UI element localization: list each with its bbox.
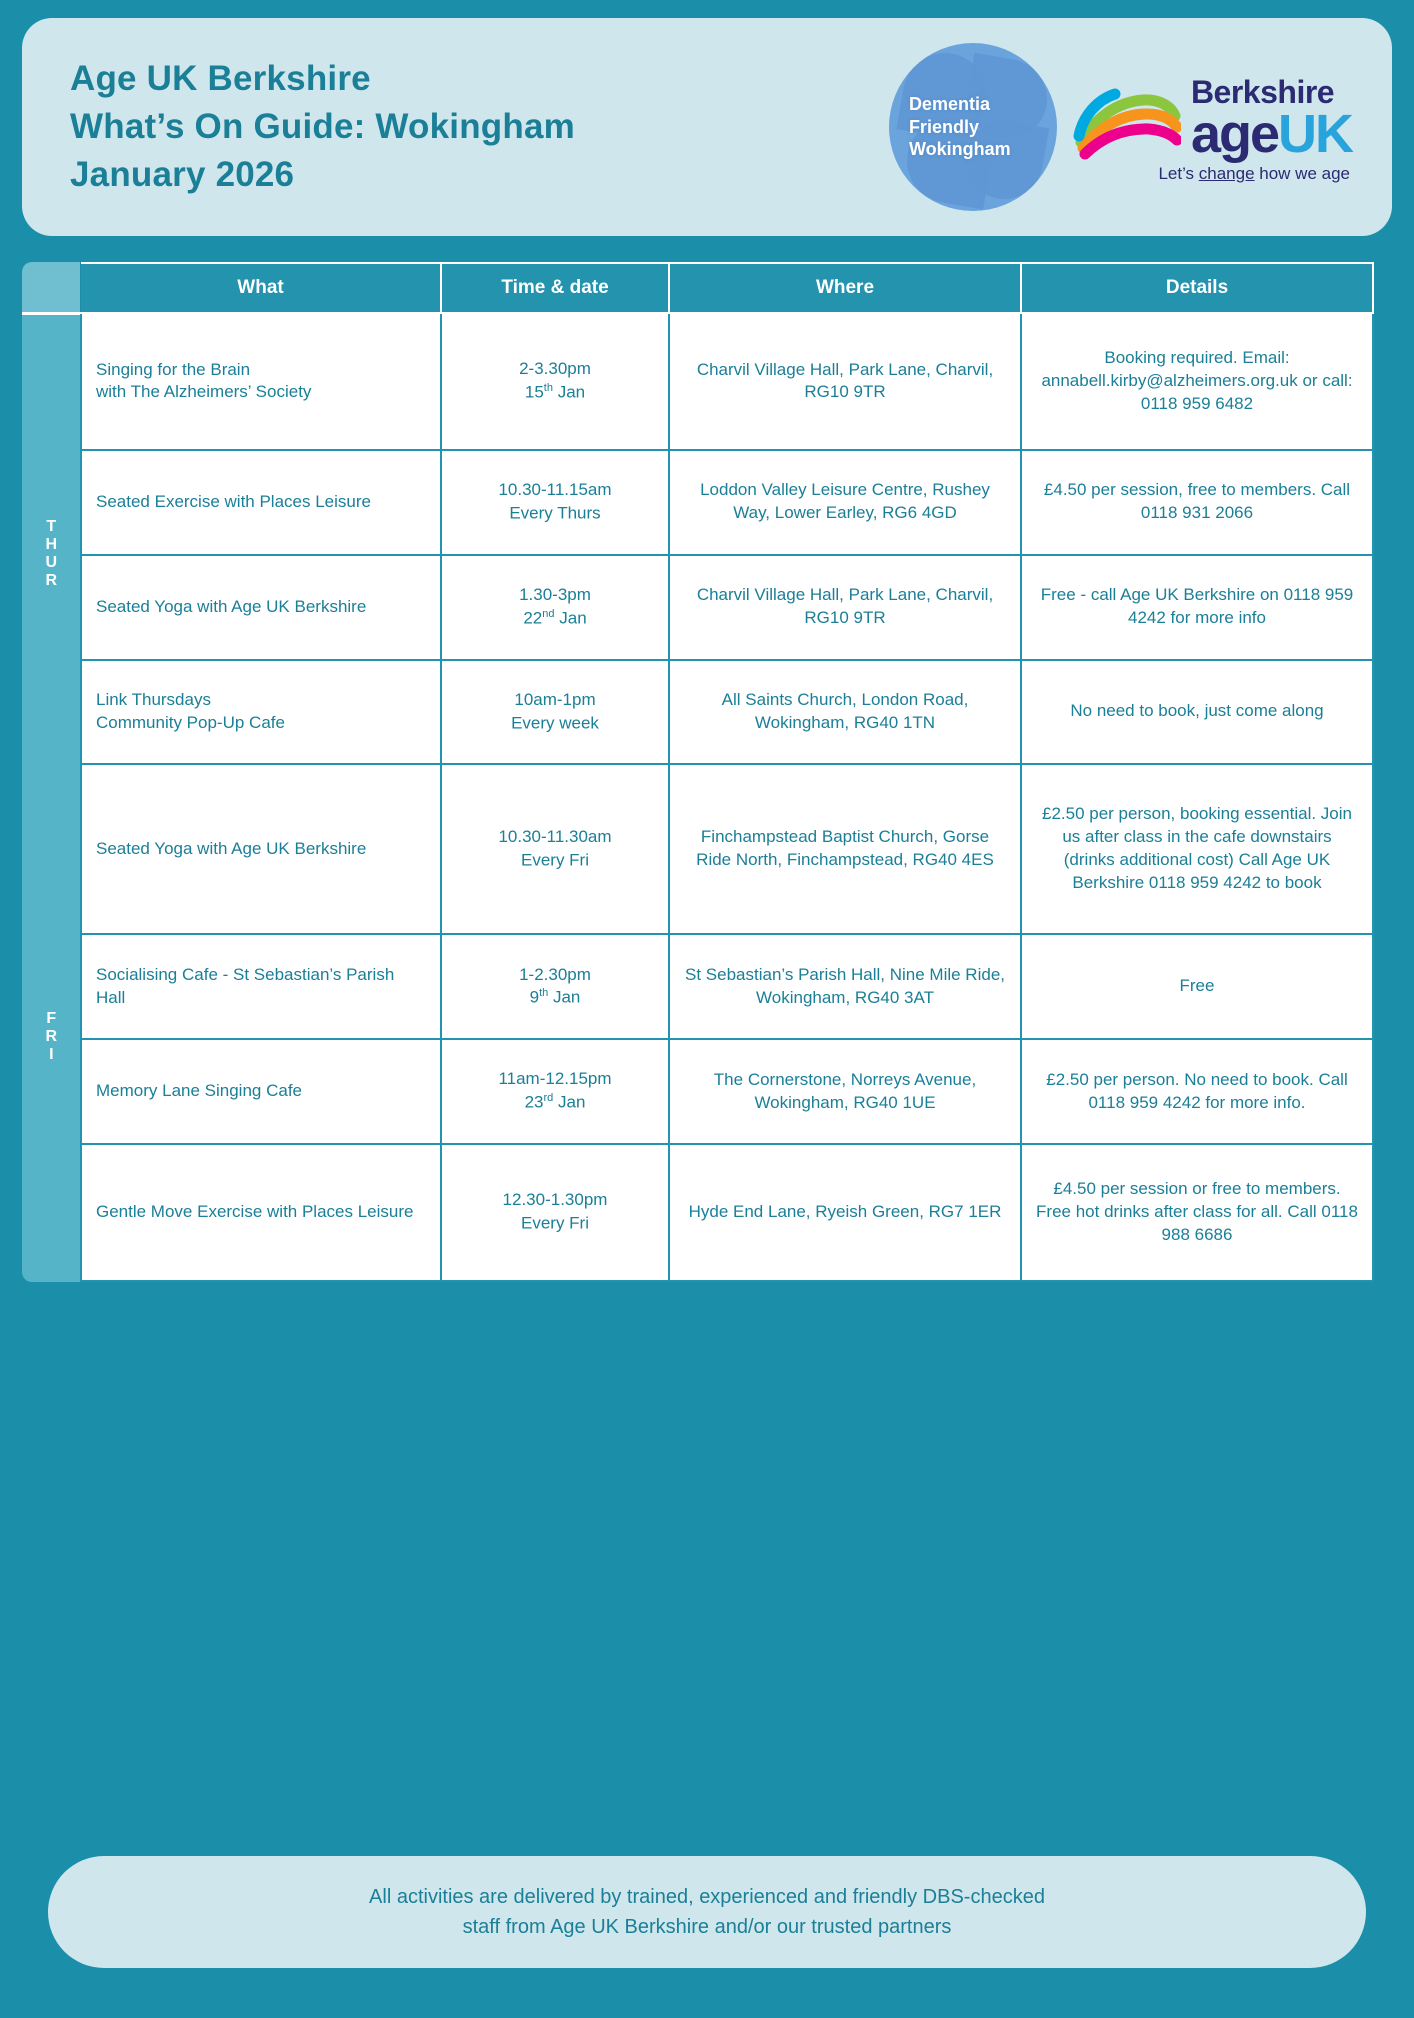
cell-time-date [441,1039,669,1144]
date-line [456,381,654,405]
dementia-logo-line-3: Wokingham [908,139,1011,160]
whats-on-table [22,262,1392,1282]
tagline-post: how we age [1254,163,1350,183]
date-number: Every Fri [521,1213,589,1233]
page-title [70,55,575,200]
date-line [456,986,654,1010]
cell-what: Seated Yoga with Age UK Berkshire [81,555,441,660]
column-header-details: Details [1021,263,1373,313]
cell-where: Hyde End Lane, Ryeish Green, RG7 1ER [669,1144,1021,1281]
table-body [81,313,1373,1281]
cell-details: £4.50 per session or free to members. Free hot drinks after class for all. Call 0118 988 6686 [1021,1144,1373,1281]
date-number: Every Fri [521,850,589,870]
cell-where: Finchampstead Baptist Church, Gorse Ride North, Finchampstead, RG40 4ES [669,764,1021,934]
table-row [81,555,1373,660]
cell-time-date [441,450,669,555]
time-line: 10.30-11.15am [498,480,612,500]
date-month: Jan [548,988,581,1008]
table-row [81,313,1373,450]
header-card [22,18,1392,236]
table-row [81,1039,1373,1144]
date-line [456,607,654,631]
date-line [456,849,654,873]
day-column [22,262,80,1282]
cell-where: The Cornerstone, Norreys Avenue, Wokingham, RG40 1UE [669,1039,1021,1144]
table-row [81,764,1373,934]
date-ordinal: rd [543,1092,554,1105]
date-ordinal: th [539,987,549,1000]
cell-what: Socialising Cafe - St Sebastian’s Parish Hall [81,934,441,1039]
title-line-1: Age UK Berkshire [70,58,371,98]
time-line: 11am-12.15pm [498,1069,612,1089]
date-month: Jan [554,608,587,628]
column-header-where: Where [669,263,1021,313]
cell-what: Seated Yoga with Age UK Berkshire [81,764,441,934]
cell-time-date [441,660,669,765]
cell-time-date [441,934,669,1039]
date-number: 9 [529,988,540,1008]
cell-time-date [441,313,669,450]
cell-where: Loddon Valley Leisure Centre, Rushey Way, Lower Earley, RG6 4GD [669,450,1021,555]
date-month: Jan [553,1092,586,1112]
day-label-fri: FRI [22,792,80,1282]
date-number: 23 [524,1092,544,1112]
time-line: 1-2.30pm [519,964,591,984]
date-line [456,1091,654,1115]
age-uk-berkshire-logo [1073,70,1352,184]
cell-details: No need to book, just come along [1021,660,1373,765]
date-ordinal: th [543,382,553,395]
cell-what: Memory Lane Singing Cafe [81,1039,441,1144]
date-line [456,1212,654,1236]
footer-line-2: staff from Age UK Berkshire and/or our trusted partners [462,1916,952,1938]
title-line-3: January 2026 [70,155,295,195]
date-number: 15 [524,382,544,402]
schedule-table [80,262,1374,1282]
table-row [81,660,1373,765]
cell-what: Gentle Move Exercise with Places Leisure [81,1144,441,1281]
date-ordinal: nd [542,607,555,620]
logo-uk-text: UK [1278,104,1352,165]
cell-what: Link Thursdays Community Pop-Up Cafe [81,660,441,765]
table-row [81,934,1373,1039]
time-line: 10am-1pm [514,689,596,709]
cell-where: Charvil Village Hall, Park Lane, Charvil, RG10 9TR [669,313,1021,450]
poster-page [0,18,1414,2018]
cell-details: Free - call Age UK Berkshire on 0118 959 4242 for more info [1021,555,1373,660]
tagline-underline: change [1198,163,1255,183]
cell-details: £4.50 per session, free to members. Call 0118 931 2066 [1021,450,1373,555]
cell-where: All Saints Church, London Road, Wokingham, RG40 1TN [669,660,1021,765]
cell-time-date [441,764,669,934]
cell-what: Singing for the Brain with The Alzheimers’ Society [81,313,441,450]
header-logos [889,43,1352,211]
cell-details: Free [1021,934,1373,1039]
column-header-what: What [81,263,441,313]
table-row [81,450,1373,555]
day-label-thur: THUR [22,312,80,792]
cell-details: £2.50 per person, booking essential. Join us after class in the cafe downstairs (drinks additional cost) Call Age UK Berkshire 0118 959 4242 to book [1021,764,1373,934]
column-header-time-date: Time & date [441,263,669,313]
logo-berkshire-text: Berkshire [1190,74,1335,111]
date-number: Every Thurs [509,503,601,523]
date-line [456,712,654,736]
cell-where: Charvil Village Hall, Park Lane, Charvil, RG10 9TR [669,555,1021,660]
table-row [81,1144,1373,1281]
footer-line-1: All activities are delivered by trained, experienced and friendly DBS-checked [369,1886,1045,1908]
time-line: 1.30-3pm [519,584,591,604]
logo-age-text: age [1190,104,1278,165]
cell-where: St Sebastian’s Parish Hall, Nine Mile Ride, Wokingham, RG40 3AT [669,934,1021,1039]
age-uk-swoosh-icon [1073,88,1181,160]
time-line: 2-3.30pm [519,359,591,379]
dementia-logo-line-1: Dementia [908,94,990,115]
time-line: 12.30-1.30pm [502,1190,608,1210]
tagline-pre: Let’s [1158,163,1199,183]
date-month: Jan [552,382,586,402]
dementia-logo-text [889,43,1057,211]
table-header-row [81,263,1373,313]
dementia-friendly-wokingham-logo [889,43,1057,211]
date-line [456,502,654,526]
title-line-2: What’s On Guide: Wokingham [70,106,575,146]
footer-note [48,1856,1366,1968]
dementia-logo-line-2: Friendly [908,116,979,137]
time-line: 10.30-11.30am [498,827,612,847]
date-number: Every week [511,713,599,733]
cell-time-date [441,555,669,660]
date-number: 22 [523,608,543,628]
cell-what: Seated Exercise with Places Leisure [81,450,441,555]
cell-time-date [441,1144,669,1281]
cell-details: £2.50 per person. No need to book. Call 0118 959 4242 for more info. [1021,1039,1373,1144]
logo-tagline [1158,164,1352,184]
day-column-header-spacer [22,262,80,312]
cell-details: Booking required. Email: annabell.kirby@alzheimers.org.uk or call: 0118 959 6482 [1021,313,1373,450]
logo-ageuk-text [1190,104,1352,165]
